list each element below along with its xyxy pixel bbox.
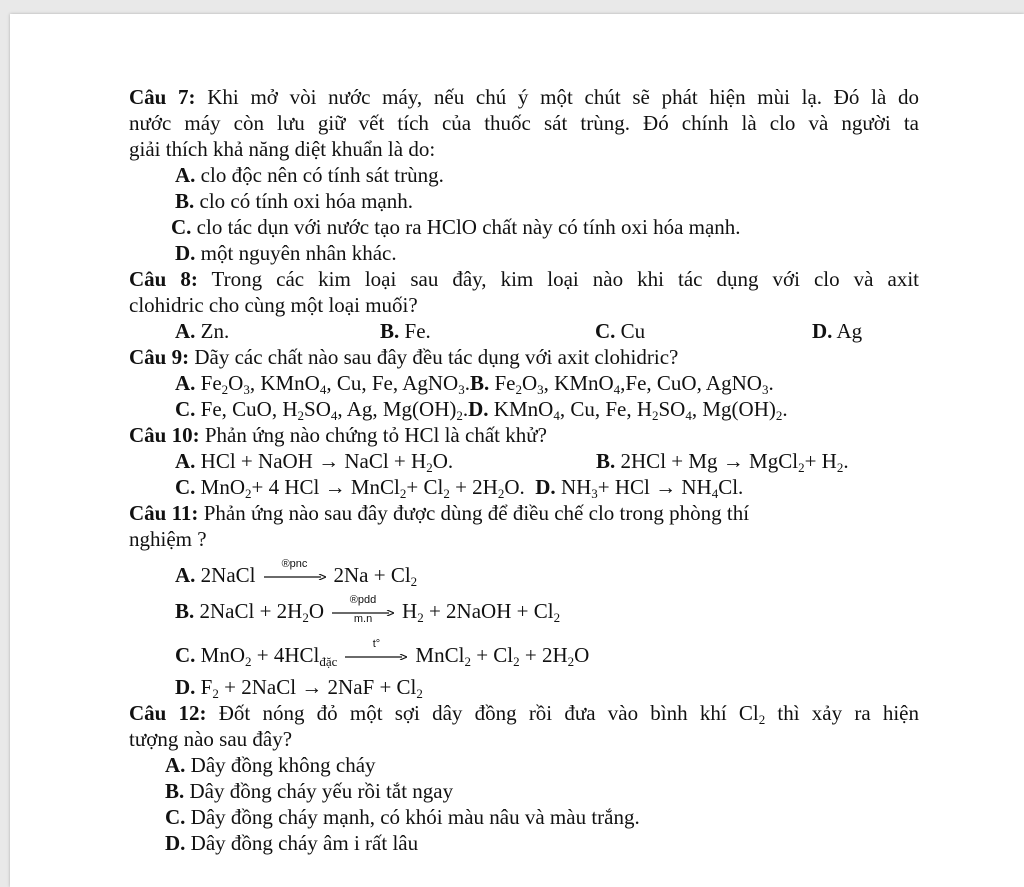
option-label: C. [165,805,186,829]
option-text: Cu [620,319,646,343]
q10-option-d: D. $NH_3+$ HCl → $NH_4Cl$. [535,475,744,501]
q9-option-a: $Fe_2O_3$, KMnO$_4$, Cu, Fe, AgNO$_3$. [200,371,470,397]
q7-line1 [129,84,919,110]
q12-option-a [129,752,919,778]
q9-options-ab [129,370,919,396]
option-label: A. [175,371,196,395]
option-label: B. [469,371,490,395]
q11-option-b: B. 2NaCl + $2H_2O$ ®pdd m.n $H_2$ + 2NaOH + $Cl_2$ [175,594,561,625]
q7-text1: Khi mở vòi nước máy, nếu chú ý một chút sẽ phát hiện mùi lạ. Đó là do [207,85,919,109]
q9-label: Câu 9: [129,345,190,369]
option-label: B. [380,319,400,343]
option-text: Dây đồng cháy âm i rất lâu [190,831,419,855]
option-text: Ag [836,319,863,343]
arrow-icon [264,574,326,580]
option-label: A. [165,753,186,777]
q9-option-d: KMnO$_4$, Cu, Fe, $H_2SO_4$, $Mg(OH)_2$. [493,397,788,423]
q8-option-d [812,318,862,344]
q12-line1 [129,700,919,726]
q11-line1 [129,500,919,526]
q12-label: Câu 12: [129,701,207,725]
q11-text1: Phản ứng nào sau đây được dùng để điều chế clo trong phòng thí [203,501,750,525]
q9-options-cd [129,396,919,422]
option-label: D. [468,397,489,421]
option-text: Dây đồng cháy mạnh, có khói màu nâu và màu trắng. [190,805,640,829]
option-text: clo độc nên có tính sát trùng. [200,163,444,187]
q12-option-d [129,830,919,856]
option-label: C. [175,397,196,421]
option-label: B. [165,779,185,803]
option-label: D. [175,675,196,699]
q7-option-d [129,240,919,266]
option-label: C. [595,319,616,343]
q10-line1 [129,422,919,448]
q11-option-d: D. $F_2$ + 2NaCl → $2NaF + Cl_2$ [175,675,423,701]
q8-text1: Trong các kim loại sau đây, kim loại nào khi tác dụng với clo và axit [211,267,920,291]
q10-option-b: B. 2HCl + Mg → MgCl$_2$+ $H_2$. [596,449,849,475]
q9-text1: Dãy các chất nào sau đây đều tác dụng với axit clohidric? [194,345,679,369]
q8-line1 [129,266,919,292]
option-text: Fe. [404,319,431,343]
option-label: A. [175,563,196,587]
option-text: clo tác dụn với nước tạo ra HClO chất này có tính oxi hóa mạnh. [196,215,741,239]
q9-option-b: $Fe_2O_3$, KMnO$_4$,Fe, CuO, AgNO$_3$. [494,371,774,397]
option-label: B. [175,189,195,213]
q9-option-c: Fe, CuO, $H_2SO_4$, Ag, $Mg(OH)_2$. [200,397,469,423]
option-label: C. [175,475,196,499]
q8-line2: clohidric cho cùng một loại muối? [129,293,418,317]
q11-label: Câu 11: [129,501,199,525]
document-page [10,14,1024,887]
q7-label: Câu 7: [129,85,196,109]
q10-option-a: A. HCl + NaOH → NaCl + $H_2O$. [175,449,454,475]
option-label: C. [175,643,196,667]
q8-option-c [595,318,812,344]
option-text: Dây đồng cháy yếu rồi tắt ngay [189,779,454,803]
q7-option-a [129,162,919,188]
option-label: D. [165,831,186,855]
option-label: D. [175,241,196,265]
reaction-arrow: ®pdd m.n [332,598,394,624]
q7-option-c [129,214,919,240]
q12-option-c [129,804,919,830]
q10-option-c: C. MnO$_2$+ 4 HCl → MnCl$_2$+ $Cl_2 + 2H_2O$. [175,475,525,501]
option-text: Dây đồng không cháy [190,753,376,777]
option-label: D. [535,475,556,499]
q8-option-b [380,318,595,344]
option-label: B. [175,599,195,623]
option-text: một nguyên nhân khác. [200,241,397,265]
q7-option-b [129,188,919,214]
q7-line3: giải thích khả năng diệt khuẩn là do: [129,137,436,161]
q11-line2: nghiệm ? [129,527,207,551]
q12-option-b [129,778,919,804]
q8-options [129,318,919,344]
q12-line2: tượng nào sau đây? [129,727,293,751]
q8-label: Câu 8: [129,267,198,291]
q10-options-cd [129,474,919,500]
q11-option-c: C. MnO$_2$ + 4HCl$_{đặc}$ t° MnCl$_2$ + $Cl_2 + 2H_2O$ [175,638,590,669]
option-label: A. [175,163,196,187]
document-content [129,84,919,856]
q10-label: Câu 10: [129,423,200,447]
option-label: D. [812,319,833,343]
arrow-icon [345,654,407,660]
reaction-arrow: t° [345,642,407,668]
q8-option-a [175,318,380,344]
q10-options-ab [129,448,919,474]
q9-line1 [129,344,919,370]
q12-text1: Đốt nóng đỏ một sợi dây đồng rồi đưa vào bình khí $Cl_2$ thì xảy ra hiện [218,701,920,727]
option-text: clo có tính oxi hóa mạnh. [199,189,413,213]
q11-option-a: A. 2NaCl ®pnc $2Na + Cl_2$ [175,558,418,589]
reaction-arrow: ®pnc [264,562,326,588]
option-text: Zn. [200,319,230,343]
q10-text1: Phản ứng nào chứng tỏ HCl là chất khử? [204,423,547,447]
option-label: C. [171,215,192,239]
option-label: B. [596,449,616,473]
option-label: A. [175,319,196,343]
option-label: A. [175,449,196,473]
q7-line2: nước máy còn lưu giữ vết tích của thuốc sát trùng. Đó chính là clo và người ta [129,111,919,135]
